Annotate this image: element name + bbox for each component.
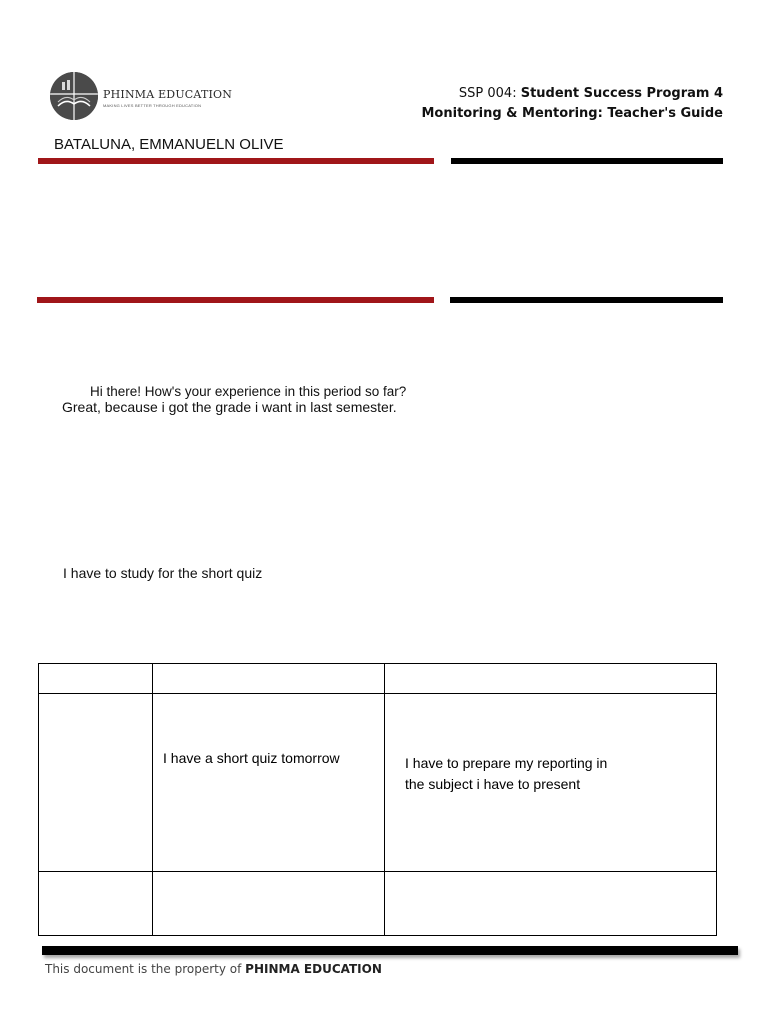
table-cell — [153, 664, 385, 694]
red-rule-top — [38, 158, 434, 164]
footer-prefix: This document is the property of — [45, 962, 246, 976]
table-cell — [385, 872, 717, 936]
table-cell: I have to prepare my reporting in the subject i have to present — [385, 694, 717, 872]
answer-text: Great, because i got the grade i want in last semester. — [62, 399, 397, 415]
table-cell — [153, 872, 385, 936]
table-cell — [39, 872, 153, 936]
logo-name: PHINMA EDUCATION — [103, 88, 233, 101]
table-cell — [39, 694, 153, 872]
table-row — [39, 872, 717, 936]
table-cell: I have a short quiz tomorrow — [153, 694, 385, 872]
planner-table — [38, 663, 717, 936]
table-row — [39, 664, 717, 694]
table-cell — [385, 664, 717, 694]
question-text: Hi there! How's your experience in this period so far? — [90, 384, 407, 399]
footer-rule — [42, 946, 738, 955]
course-heading — [459, 86, 723, 101]
black-rule-top — [451, 158, 723, 164]
table-row — [39, 694, 717, 872]
logo-tagline: MAKING LIVES BETTER THROUGH EDUCATION — [103, 103, 202, 108]
footer-owner: PHINMA EDUCATION — [245, 962, 382, 976]
course-name: Student Success Program 4 — [520, 86, 723, 101]
student-name: BATALUNA, EMMANUELN OLIVE — [54, 136, 284, 153]
footer-text — [45, 962, 382, 976]
course-code: SSP 004: — [458, 86, 517, 101]
red-rule-middle — [37, 297, 434, 303]
plan-text: I have to study for the short quiz — [63, 565, 263, 581]
phinma-logo-icon — [50, 72, 98, 120]
black-rule-middle — [450, 297, 723, 303]
table-cell — [39, 664, 153, 694]
guide-title: Monitoring & Mentoring: Teacher's Guide — [421, 106, 723, 121]
